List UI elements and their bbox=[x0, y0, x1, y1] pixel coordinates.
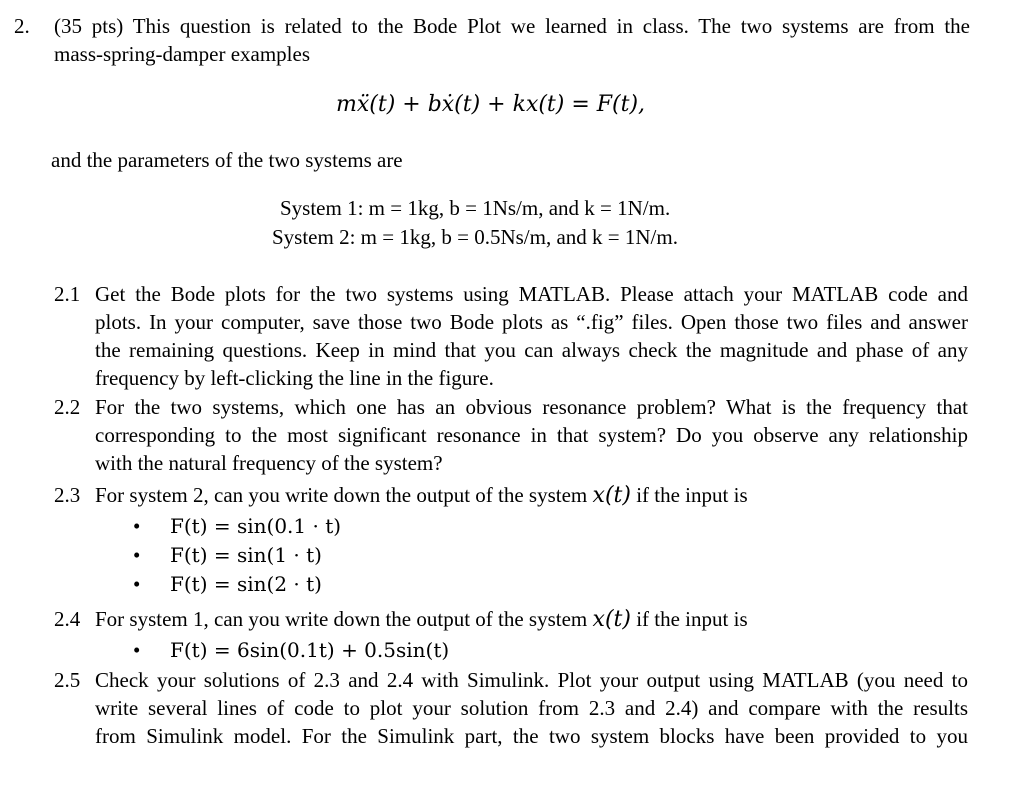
part-line: write several lines of code to plot your solution from 2.3 and 2.4) and compare with the results bbox=[95, 696, 968, 720]
part-line: with the natural frequency of the system? bbox=[95, 451, 443, 475]
part-line: For the two systems, which one has an obvious resonance problem? What is the frequency that bbox=[95, 395, 968, 419]
part-lead-text: For system 2, can you write down the output of the system bbox=[95, 483, 588, 507]
input-function: F(t) = sin(0.1 · t) bbox=[170, 514, 342, 538]
part-line: frequency by left-clicking the line in the figure. bbox=[95, 366, 494, 390]
part-line: corresponding to the most significant resonance in that system? Do you observe any relationship bbox=[95, 423, 968, 447]
part-line: the remaining questions. Keep in mind that you can always check the magnitude and phase of any bbox=[95, 338, 968, 362]
part-lead bbox=[95, 481, 748, 510]
part-lead-math: x(t) bbox=[592, 607, 631, 632]
part-lead-tail: if the input is bbox=[636, 483, 748, 507]
part-lead-text: For system 1, can you write down the output of the system bbox=[95, 607, 588, 631]
part-line: Get the Bode plots for the two systems using MATLAB. Please attach your MATLAB code and bbox=[95, 282, 968, 306]
part-number: 2.1 bbox=[54, 282, 81, 306]
input-function: F(t) = 6sin(0.1t) + 0.5sin(t) bbox=[170, 638, 450, 662]
system-1-params: System 1: m = 1kg, b = 1Ns/m, and k = 1N/m. bbox=[280, 196, 671, 220]
part-number: 2.4 bbox=[54, 607, 81, 631]
question-intro-line-1: (35 pts) This question is related to the Bode Plot we learned in class. The two systems are from the bbox=[54, 14, 970, 38]
part-number: 2.3 bbox=[54, 483, 81, 507]
part-lead bbox=[95, 605, 748, 634]
params-intro: and the parameters of the two systems are bbox=[51, 148, 403, 172]
question-intro-line-2: mass-spring-damper examples bbox=[54, 42, 311, 66]
bullet-icon: • bbox=[133, 514, 141, 538]
part-line: plots. In your computer, save those two Bode plots as “.fig” files. Open those two files and answer bbox=[95, 310, 968, 334]
input-function: F(t) = sin(2 · t) bbox=[170, 572, 322, 596]
system-2-params: System 2: m = 1kg, b = 0.5Ns/m, and k = 1N/m. bbox=[272, 225, 678, 249]
part-line: Check your solutions of 2.3 and 2.4 with Simulink. Plot your output using MATLAB (you need to bbox=[95, 668, 968, 692]
question-number: 2. bbox=[14, 14, 30, 38]
part-lead-tail: if the input is bbox=[636, 607, 748, 631]
equation: mẍ(t) + bẋ(t) + kx(t) = F(t), bbox=[336, 92, 646, 117]
bullet-icon: • bbox=[133, 638, 141, 662]
input-function: F(t) = sin(1 · t) bbox=[170, 543, 322, 567]
bullet-icon: • bbox=[133, 543, 141, 567]
part-number: 2.2 bbox=[54, 395, 81, 419]
bullet-icon: • bbox=[133, 572, 141, 596]
part-lead-math: x(t) bbox=[592, 483, 631, 508]
part-number: 2.5 bbox=[54, 668, 81, 692]
part-line: from Simulink model. For the Simulink part, the two system blocks have been provided to you bbox=[95, 724, 968, 748]
